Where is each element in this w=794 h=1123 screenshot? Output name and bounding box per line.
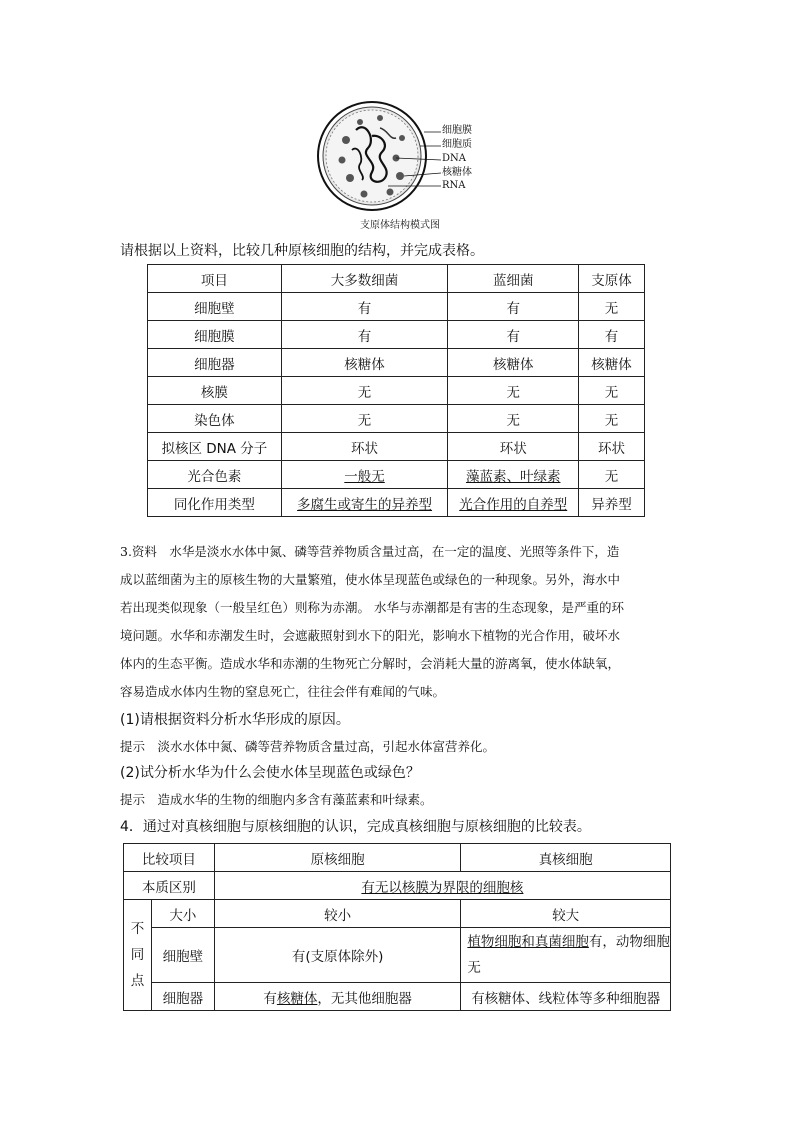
table-cell: 较小 — [214, 900, 461, 928]
row-label: 光合色素 — [148, 461, 282, 489]
paragraph-line: 若出现类似现象（一般呈红色）则称为赤潮。 水华与赤潮都是有害的生态现象，是严重的环 — [120, 600, 624, 615]
table-cell — [281, 461, 448, 489]
table-row — [124, 900, 671, 928]
table-cell — [448, 489, 579, 517]
table-cell: 核糖体 — [448, 349, 579, 377]
figure-caption: 支原体结构模式图 — [360, 220, 440, 231]
table-cell — [461, 928, 671, 983]
table-cell: 无 — [579, 461, 645, 489]
difference-char: 不 — [130, 921, 145, 937]
mycoplasma-figure — [316, 100, 486, 230]
table-row — [148, 293, 645, 321]
header-cell: 大多数细菌 — [281, 265, 448, 293]
table-cell: 无 — [579, 377, 645, 405]
row-label: 细胞器 — [148, 349, 282, 377]
table-cell: 核糖体 — [579, 349, 645, 377]
table-cell: 有 — [281, 293, 448, 321]
paragraph-line: 容易造成水体内生物的窒息死亡，往往会伴有难闻的气味。 — [120, 684, 446, 699]
difference-char: 点 — [130, 973, 145, 989]
row-label: 同化作用类型 — [148, 489, 282, 517]
label-cytoplasm: 细胞质 — [442, 139, 472, 150]
cell-text: 有 — [263, 990, 277, 1007]
header-cell: 支原体 — [579, 265, 645, 293]
hint-2: 提示 造成水华的生物的细胞内多含有藻蓝素和叶绿素。 — [120, 792, 433, 807]
paragraph-line: 境问题。水华和赤潮发生时，会遮蔽照射到水下的阳光，影响水下植物的光合作用，破坏水 — [120, 628, 621, 643]
table-cell: 环状 — [448, 433, 579, 461]
table-header-row — [124, 844, 671, 872]
difference-char: 同 — [130, 947, 145, 963]
table-row — [148, 433, 645, 461]
row-label: 细胞壁 — [148, 293, 282, 321]
label-dna: DNA — [442, 153, 466, 164]
table-cell: 无 — [579, 293, 645, 321]
table-cell — [214, 983, 461, 1011]
section4-title: 4．通过对真核细胞与原核细胞的认识，完成真核细胞与原核细胞的比较表。 — [120, 819, 591, 835]
eukaryote-prokaryote-table — [123, 843, 671, 1011]
header-cell: 蓝细菌 — [448, 265, 579, 293]
table-header-row — [148, 265, 645, 293]
table-cell: 环状 — [281, 433, 448, 461]
table-cell: 有 — [448, 321, 579, 349]
question-2: (2)试分析水华为什么会使水体呈现蓝色或绿色？ — [120, 765, 420, 781]
row-label: 大小 — [151, 900, 214, 928]
table-cell: 无 — [281, 405, 448, 433]
table-cell — [281, 489, 448, 517]
table-row — [148, 377, 645, 405]
table-cell: 核糖体 — [281, 349, 448, 377]
row-label: 细胞膜 — [148, 321, 282, 349]
table-cell: 有核糖体、线粒体等多种细胞器 — [461, 983, 671, 1011]
header-cell: 真核细胞 — [461, 844, 671, 872]
table-cell: 无 — [579, 405, 645, 433]
table-cell: 有(支原体除外) — [214, 928, 461, 983]
row-label: 细胞壁 — [151, 928, 214, 983]
answer-text: 藻蓝素、叶绿素 — [465, 468, 561, 485]
question-1: (1)请根据资料分析水华形成的原因。 — [120, 712, 350, 728]
answer-text: 光合作用的自养型 — [459, 496, 568, 513]
paragraph-line: 成以蓝细菌为主的原核生物的大量繁殖，使水体呈现蓝色或绿色的一种现象。另外，海水中 — [120, 572, 621, 587]
table-row — [124, 983, 671, 1011]
row-label: 细胞器 — [151, 983, 214, 1011]
row-label: 本质区别 — [124, 872, 215, 900]
label-rna: RNA — [442, 180, 466, 191]
label-ribosome: 核糖体 — [442, 167, 472, 178]
paragraph-line: 体内的生态平衡。造成水华和赤潮的生物死亡分解时，会消耗大量的游离氧，使水体缺氧， — [120, 656, 621, 671]
table-cell — [214, 872, 670, 900]
header-cell: 比较项目 — [124, 844, 215, 872]
table-row — [148, 405, 645, 433]
table-cell: 较大 — [461, 900, 671, 928]
intro-text: 请根据以上资料，比较几种原核细胞的结构，并完成表格。 — [120, 243, 484, 259]
hint-1: 提示 淡水水体中氮、磷等营养物质含量过高，引起水体富营养化。 — [120, 739, 496, 754]
cell-text: ，无其他细胞器 — [317, 990, 412, 1007]
difference-label — [124, 900, 152, 1011]
table-cell: 无 — [448, 405, 579, 433]
cell-text: 有，动物细胞无 — [467, 934, 670, 976]
table-row — [124, 872, 671, 900]
paragraph-line: 3.资料 水华是淡水水体中氮、磷等营养物质含量过高，在一定的温度、光照等条件下，造 — [120, 544, 620, 559]
table-row — [148, 349, 645, 377]
row-label: 拟核区 DNA 分子 — [148, 433, 282, 461]
table-cell: 异养型 — [579, 489, 645, 517]
table-cell: 有 — [281, 321, 448, 349]
header-cell: 原核细胞 — [214, 844, 461, 872]
row-label: 核膜 — [148, 377, 282, 405]
answer-text: 核糖体 — [276, 990, 318, 1007]
table-cell — [448, 461, 579, 489]
answer-text: 有无以核膜为界限的细胞核 — [361, 879, 524, 896]
section3-paragraph — [120, 538, 680, 706]
table-cell: 无 — [448, 377, 579, 405]
label-cell-membrane: 细胞膜 — [442, 125, 472, 136]
table-cell: 无 — [281, 377, 448, 405]
table-row — [124, 928, 671, 983]
prokaryote-comparison-table — [147, 264, 645, 517]
table-cell: 环状 — [579, 433, 645, 461]
table-row — [148, 321, 645, 349]
table-cell: 有 — [448, 293, 579, 321]
answer-text: 一般无 — [344, 468, 385, 485]
header-cell: 项目 — [148, 265, 282, 293]
table-row — [148, 489, 645, 517]
table-row — [148, 461, 645, 489]
table-cell: 有 — [579, 321, 645, 349]
answer-text: 多腐生或寄生的异养型 — [297, 496, 433, 513]
row-label: 染色体 — [148, 405, 282, 433]
answer-text: 植物细胞和真菌细胞 — [467, 934, 589, 950]
